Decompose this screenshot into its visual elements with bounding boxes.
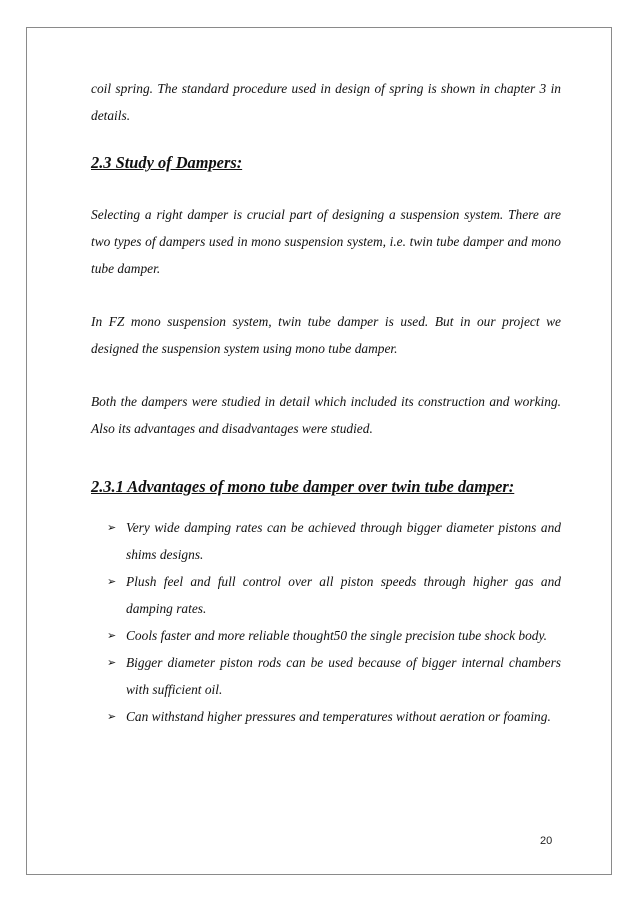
list-item xyxy=(91,703,561,730)
list-item-text: Can withstand higher pressures and temperatures without aeration or foaming. xyxy=(126,709,551,724)
intro-paragraph: coil spring. The standard procedure used in design of spring is shown in chapter 3 in details. xyxy=(91,81,561,123)
paragraph-damper-selection: Selecting a right damper is crucial part of designing a suspension system. There are two types of dampers used in mono suspension system, i.e. twin tube damper and mono tube damper. xyxy=(91,207,561,276)
section-heading-advantages: 2.3.1 Advantages of mono tube damper over twin tube damper: xyxy=(91,477,515,496)
list-item xyxy=(91,649,561,703)
paragraph-dampers-studied: Both the dampers were studied in detail which included its construction and working. Also its advantages and disadvantages were studied. xyxy=(91,394,561,436)
arrowhead-bullet-icon: ➢ xyxy=(107,575,117,588)
list-item-text: Cools faster and more reliable thought50 the single precision tube shock body. xyxy=(126,628,548,643)
list-item xyxy=(91,622,561,649)
arrowhead-bullet-icon: ➢ xyxy=(107,710,117,723)
list-item xyxy=(91,514,561,568)
advantages-list xyxy=(91,514,561,730)
arrowhead-bullet-icon: ➢ xyxy=(107,656,117,669)
page-number: 20 xyxy=(540,835,553,847)
arrowhead-bullet-icon: ➢ xyxy=(107,629,117,642)
list-item-text: Bigger diameter piston rods can be used because of bigger internal chambers with sufficient oil. xyxy=(126,655,561,697)
section-heading-study-of-dampers: 2.3 Study of Dampers: xyxy=(91,153,243,172)
list-item xyxy=(91,568,561,622)
paragraph-fz-mono-suspension: In FZ mono suspension system, twin tube damper is used. But in our project we designed the suspension system using mono tube damper. xyxy=(91,314,561,356)
list-item-text: Plush feel and full control over all piston speeds through higher gas and damping rates. xyxy=(126,574,561,616)
list-item-text: Very wide damping rates can be achieved through bigger diameter pistons and shims designs. xyxy=(126,520,561,562)
arrowhead-bullet-icon: ➢ xyxy=(107,521,117,534)
